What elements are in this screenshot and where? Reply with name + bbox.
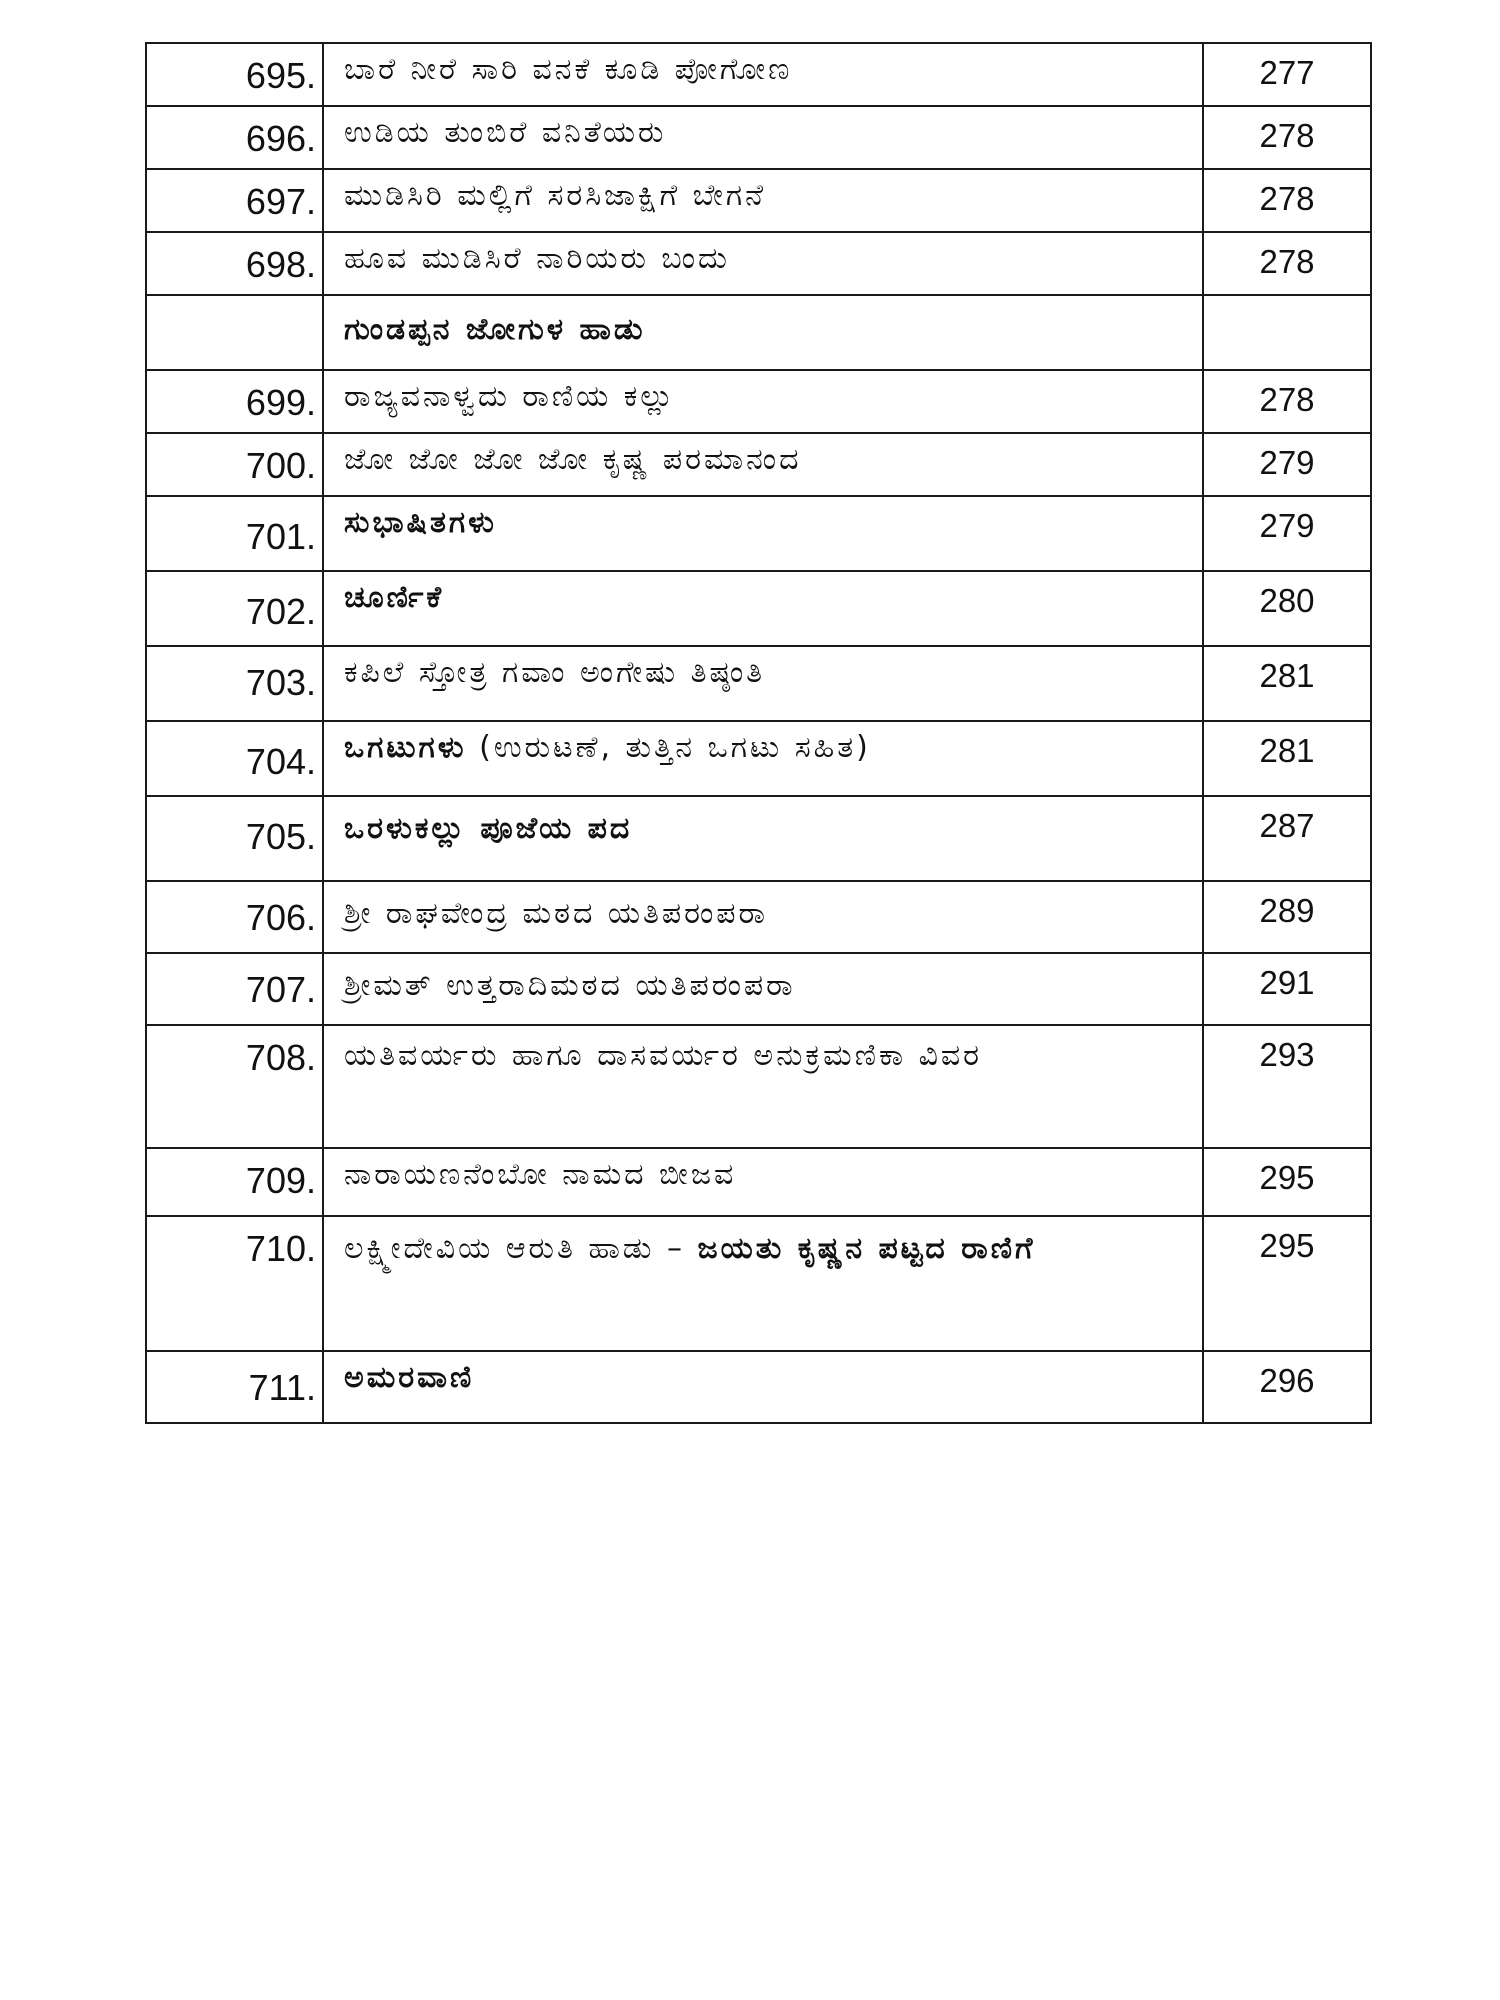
entry-page: 281 xyxy=(1259,657,1315,694)
entry-title-cell xyxy=(323,1216,1203,1351)
entry-title-cell xyxy=(323,370,1203,433)
entry-number: 711. xyxy=(248,1367,316,1408)
entry-number: 708. xyxy=(245,1037,316,1078)
entry-title: ಅಮರವಾಣಿ xyxy=(344,1360,475,1395)
table-row xyxy=(146,721,1371,796)
entry-number-cell xyxy=(146,43,323,106)
entry-page-cell xyxy=(1203,169,1371,232)
entry-title: ಸುಭಾಷಿತಗಳು xyxy=(344,505,497,540)
entry-title-cell xyxy=(323,953,1203,1025)
entry-number-cell xyxy=(146,571,323,646)
table-row xyxy=(146,1351,1371,1423)
entry-number-cell xyxy=(146,646,323,721)
entry-title-cell xyxy=(323,1148,1203,1216)
table-row xyxy=(146,433,1371,496)
table-row xyxy=(146,1025,1371,1148)
entry-number-cell xyxy=(146,1351,323,1423)
entry-number: 699. xyxy=(245,382,316,423)
entry-title: ಒರಳುಕಲ್ಲು ಪೂಜೆಯ ಪದ xyxy=(344,811,633,846)
entry-number: 704. xyxy=(245,741,316,782)
entry-number-cell xyxy=(146,1148,323,1216)
entry-page-cell xyxy=(1203,1025,1371,1148)
section-heading-row xyxy=(146,295,1371,370)
entry-page: 295 xyxy=(1259,1227,1315,1264)
entry-title: ಒಗಟುಗಳು xyxy=(344,730,467,765)
entry-page-cell xyxy=(1203,881,1371,953)
entry-title-cell xyxy=(323,169,1203,232)
entry-page: 295 xyxy=(1259,1159,1315,1196)
entry-page: 291 xyxy=(1259,964,1315,1001)
entry-title: ಮುಡಿಸಿರಿ ಮಲ್ಲಿಗೆ ಸರಸಿಜಾಕ್ಷಿಗೆ ಬೇಗನೆ xyxy=(344,178,767,213)
toc-table xyxy=(145,42,1372,1424)
entry-title-cell xyxy=(323,496,1203,571)
entry-title: ಚೂರ್ಣಿಕೆ xyxy=(344,580,445,615)
entry-page-cell xyxy=(1203,370,1371,433)
entry-title: ನಾರಾಯಣನೆಂಬೋ ನಾಮದ ಬೀಜವ xyxy=(344,1157,737,1192)
entry-title: ಲಕ್ಷ್ಮೀದೇವಿಯ ಆರುತಿ ಹಾಡು – xyxy=(344,1231,685,1266)
entry-title: ಕಪಿಲೆ ಸ್ತೋತ್ರ ಗವಾಂ ಅಂಗೇಷು ತಿಷ್ಠಂತಿ xyxy=(344,655,766,690)
table-row xyxy=(146,953,1371,1025)
entry-number-cell xyxy=(146,1216,323,1351)
table-row xyxy=(146,881,1371,953)
entry-number: 710. xyxy=(245,1228,316,1269)
entry-title-cell xyxy=(323,1025,1203,1148)
entry-title-cell xyxy=(323,1351,1203,1423)
entry-number: 706. xyxy=(245,897,316,938)
entry-title-cell xyxy=(323,646,1203,721)
entry-page-cell xyxy=(1203,496,1371,571)
entry-number-cell xyxy=(146,433,323,496)
entry-page: 279 xyxy=(1259,507,1315,544)
entry-page: 287 xyxy=(1259,807,1315,844)
entry-title: ಶ್ರೀ ರಾಘವೇಂದ್ರ ಮಠದ ಯತಿಪರಂಪರಾ xyxy=(344,896,768,931)
entry-number: 702. xyxy=(245,591,316,632)
entry-page-cell xyxy=(1203,571,1371,646)
table-row xyxy=(146,571,1371,646)
entry-title-cell xyxy=(323,295,1203,370)
entry-page-cell xyxy=(1203,106,1371,169)
entry-page-cell xyxy=(1203,43,1371,106)
entry-number-cell xyxy=(146,1025,323,1148)
entry-title-note: (ಉರುಟಣೆ, ತುತ್ತಿನ ಒಗಟು ಸಹಿತ) xyxy=(479,730,871,765)
entry-number-cell xyxy=(146,881,323,953)
entry-title-cell xyxy=(323,721,1203,796)
entry-page: 278 xyxy=(1259,381,1315,418)
entry-title-cell xyxy=(323,232,1203,295)
table-row xyxy=(146,796,1371,881)
entry-number: 707. xyxy=(245,969,316,1010)
entry-page: 280 xyxy=(1259,582,1315,619)
table-row xyxy=(146,370,1371,433)
entry-number: 705. xyxy=(245,816,316,857)
table-row xyxy=(146,232,1371,295)
entry-title-cell xyxy=(323,106,1203,169)
entry-page: 278 xyxy=(1259,117,1315,154)
table-row xyxy=(146,496,1371,571)
table-row xyxy=(146,106,1371,169)
entry-page: 278 xyxy=(1259,243,1315,280)
table-row xyxy=(146,169,1371,232)
entry-page-cell xyxy=(1203,1216,1371,1351)
entry-number-cell xyxy=(146,295,323,370)
entry-number: 700. xyxy=(245,445,316,486)
entry-page: 289 xyxy=(1259,892,1315,929)
entry-number-cell xyxy=(146,106,323,169)
entry-number-cell xyxy=(146,953,323,1025)
entry-title-cell xyxy=(323,881,1203,953)
entry-title: ಬಾರೆ ನೀರೆ ಸಾರಿ ವನಕೆ ಕೂಡಿ ಪೋಗೋಣ xyxy=(344,52,793,87)
entry-page-cell xyxy=(1203,1351,1371,1423)
entry-page-cell xyxy=(1203,796,1371,881)
entry-page: 281 xyxy=(1259,732,1315,769)
entry-title-cell xyxy=(323,571,1203,646)
table-row xyxy=(146,1216,1371,1351)
table-row xyxy=(146,646,1371,721)
entry-page-cell xyxy=(1203,232,1371,295)
entry-number: 703. xyxy=(245,662,316,703)
entry-page-cell xyxy=(1203,433,1371,496)
entry-page-cell xyxy=(1203,295,1371,370)
entry-page: 278 xyxy=(1259,180,1315,217)
entry-number-cell xyxy=(146,232,323,295)
entry-page: 277 xyxy=(1259,54,1315,91)
table-row xyxy=(146,43,1371,106)
entry-title: ಯತಿವರ್ಯರು ಹಾಗೂ ದಾಸವರ್ಯರ ಅನುಕ್ರಮಣಿಕಾ ವಿವರ xyxy=(344,1038,983,1073)
entry-page-cell xyxy=(1203,1148,1371,1216)
entry-title-cell xyxy=(323,43,1203,106)
entry-number: 695. xyxy=(245,55,316,96)
entry-title: ಉಡಿಯ ತುಂಬಿರೆ ವನಿತೆಯರು xyxy=(344,115,667,150)
entry-title: ಜೋ ಜೋ ಜೋ ಜೋ ಕೃಷ್ಣ ಪರಮಾನಂದ xyxy=(344,442,802,477)
table-row xyxy=(146,1148,1371,1216)
entry-number: 701. xyxy=(245,516,316,557)
entry-title-cell xyxy=(323,433,1203,496)
entry-number-cell xyxy=(146,721,323,796)
entry-page: 279 xyxy=(1259,444,1315,481)
entry-title-emphasis: ಜಯತು ಕೃಷ್ಣನ ಪಟ್ಟದ ರಾಣಿಗೆ xyxy=(697,1231,1036,1266)
entry-title: ಶ್ರೀಮತ್ ಉತ್ತರಾದಿಮಠದ ಯತಿಪರಂಪರಾ xyxy=(344,968,796,1003)
entry-number-cell xyxy=(146,496,323,571)
entry-page: 296 xyxy=(1259,1362,1315,1399)
entry-page-cell xyxy=(1203,953,1371,1025)
entry-page-cell xyxy=(1203,646,1371,721)
entry-page-cell xyxy=(1203,721,1371,796)
entry-number-cell xyxy=(146,796,323,881)
entry-number-cell xyxy=(146,169,323,232)
entry-number: 709. xyxy=(245,1160,316,1201)
entry-number: 696. xyxy=(245,118,316,159)
entry-number-cell xyxy=(146,370,323,433)
section-heading: ಗುಂಡಪ್ಪನ ಜೋಗುಳ ಹಾಡು xyxy=(344,312,646,347)
entry-number: 698. xyxy=(245,244,316,285)
entry-title: ರಾಜ್ಯವನಾಳ್ವದು ರಾಣಿಯ ಕಲ್ಲು xyxy=(344,379,676,414)
entry-title: ಹೂವ ಮುಡಿಸಿರೆ ನಾರಿಯರು ಬಂದು xyxy=(344,241,730,276)
entry-number: 697. xyxy=(245,181,316,222)
entry-page: 293 xyxy=(1259,1036,1315,1073)
entry-title-cell xyxy=(323,796,1203,881)
